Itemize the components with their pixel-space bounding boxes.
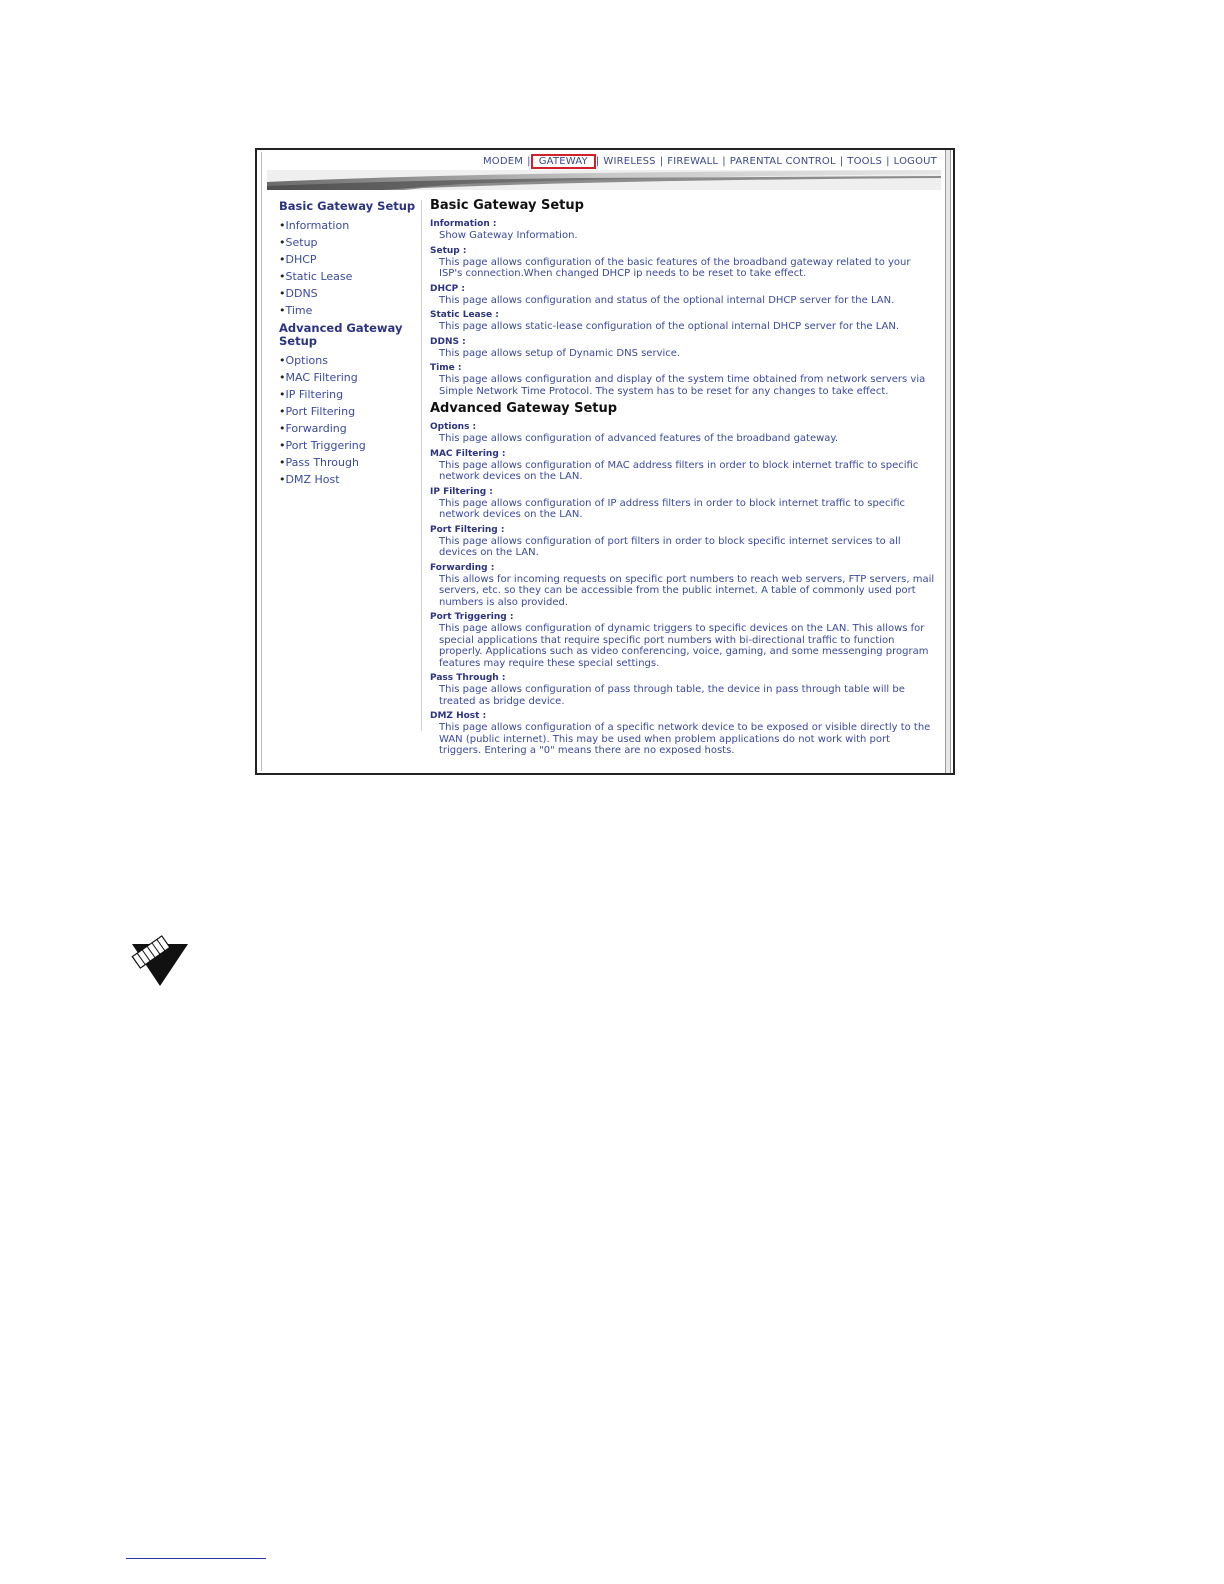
entry-label: Static Lease : (430, 310, 499, 320)
sidebar-item-ip-filtering[interactable] (279, 386, 421, 403)
entry-description: This page allows static-lease configuration of the optional internal DHCP server for the LAN. (439, 321, 900, 332)
sidebar-item-label: Options (285, 354, 328, 367)
entry-label: Forwarding : (430, 562, 495, 573)
nav-modem[interactable]: MODEM (482, 156, 524, 167)
entry-label: DMZ Host : (430, 711, 487, 721)
bullet-icon: • (279, 236, 286, 249)
nav-wireless[interactable]: WIRELESS (603, 156, 656, 167)
sidebar-heading-basic: Basic Gateway Setup (279, 199, 416, 213)
entry-description: This allows for incoming requests on specific port numbers to reach web servers, FTP servers, mail servers, etc. so they can be accessible from the public internet. A table of commonly used port numbers is also provided. (439, 573, 935, 608)
sidebar-item-label: Forwarding (285, 422, 347, 435)
nav-separator: | (595, 156, 600, 167)
content-entry (430, 422, 935, 445)
advanced-entries (430, 422, 935, 757)
bullet-icon: • (279, 439, 286, 452)
banner-swoosh-graphic (267, 170, 941, 190)
bullet-icon: • (279, 405, 286, 418)
bullet-icon: • (279, 304, 286, 317)
entry-label: Options : (430, 422, 477, 432)
sidebar-item-label: DDNS (285, 287, 318, 300)
sidebar-item-label: IP Filtering (285, 388, 344, 401)
entry-description: This page allows setup of Dynamic DNS service. (439, 347, 681, 359)
bullet-icon: • (279, 456, 286, 469)
content-entry (430, 563, 935, 609)
sidebar-item-label: DHCP (285, 253, 317, 266)
advanced-section-title: Advanced Gateway Setup (430, 401, 618, 416)
screenshot-frame (255, 148, 955, 775)
sidebar-item-dhcp[interactable] (279, 251, 421, 268)
main-content (430, 198, 935, 761)
bullet-icon: • (279, 388, 286, 401)
content-entry (430, 337, 935, 360)
entry-label: DDNS : (430, 336, 466, 347)
bullet-icon: • (279, 270, 286, 283)
content-entry (430, 310, 935, 333)
bullet-icon: • (279, 422, 286, 435)
content-entry (430, 673, 935, 707)
entry-description: This page allows configuration and status of the optional internal DHCP server for the LAN. (439, 294, 895, 306)
entry-label: Pass Through : (430, 673, 506, 683)
sidebar-item-label: Static Lease (285, 270, 353, 283)
sidebar-item-label: Pass Through (285, 456, 359, 469)
entry-description: This page allows configuration of advanced features of the broadband gateway. (439, 433, 839, 444)
sidebar-item-label: Time (285, 304, 313, 317)
sidebar-item-information[interactable] (279, 217, 421, 234)
browser-page (261, 152, 947, 771)
content-entry (430, 612, 935, 669)
nav-separator: | (839, 156, 844, 167)
content-entry (430, 487, 935, 521)
sidebar-item-mac-filtering[interactable] (279, 369, 421, 386)
bullet-icon: • (279, 253, 286, 266)
sidebar-heading-advanced: Advanced Gateway Setup (279, 321, 403, 348)
content-entry (430, 711, 935, 757)
entry-description: This page allows configuration of pass through table, the device in pass through table will be treated as bridge device. (439, 684, 905, 707)
nav-tools[interactable]: TOOLS (847, 156, 883, 167)
bullet-icon: • (279, 287, 286, 300)
nav-logout[interactable]: LOGOUT (893, 156, 937, 167)
entry-description: This page allows configuration of IP address filters in order to block internet traffic to specific network devices on the LAN. (439, 497, 906, 520)
entry-description: This page allows configuration of port filters in order to block specific internet services to all devices on the LAN. (439, 535, 901, 558)
sidebar-item-label: MAC Filtering (285, 371, 358, 384)
sidebar-item-label: Information (285, 219, 350, 232)
note-pencil-icon (128, 934, 190, 988)
bullet-icon: • (279, 219, 286, 232)
content-entry (430, 525, 935, 559)
sidebar-item-label: Port Triggering (285, 439, 366, 452)
nav-firewall[interactable]: FIREWALL (667, 156, 719, 167)
header-banner (267, 170, 941, 190)
entry-label: Port Triggering : (430, 612, 514, 622)
sidebar-item-label: DMZ Host (285, 473, 340, 486)
entry-description: This page allows configuration of dynamic triggers to specific devices on the LAN. This allows for special applications that require specific port numbers with bi-directional traffic to function properly. Applications such as video conferencing, voice, gaming, and some messenging program features may require these special settings. (439, 623, 929, 669)
sidebar-item-forwarding[interactable] (279, 420, 421, 437)
sidebar-item-static-lease[interactable] (279, 268, 421, 285)
sidebar-item-label: Setup (285, 236, 318, 249)
nav-separator: | (527, 156, 531, 167)
entry-description: This page allows configuration and display of the system time obtained from network servers via Simple Network Time Protocol. The system has to be reset for any changes to take effect. (439, 374, 926, 397)
entry-label: MAC Filtering : (430, 448, 506, 459)
entry-label: Port Filtering : (430, 524, 505, 535)
top-navigation (479, 154, 941, 170)
sidebar-item-time[interactable] (279, 302, 421, 319)
sidebar-item-dmz-host[interactable] (279, 471, 421, 488)
sidebar-item-options[interactable] (279, 352, 421, 369)
sidebar-item-label: Port Filtering (285, 405, 356, 418)
sidebar-item-pass-through[interactable] (279, 454, 421, 471)
content-entry (430, 363, 935, 397)
nav-gateway[interactable]: GATEWAY (531, 154, 596, 169)
entry-label: Information : (430, 219, 497, 229)
entry-label: DHCP : (430, 283, 465, 294)
sidebar-item-port-triggering[interactable] (279, 437, 421, 454)
bullet-icon: • (279, 473, 286, 486)
sidebar-advanced-list (279, 352, 421, 488)
entry-label: IP Filtering : (430, 486, 493, 497)
entry-label: Setup : (430, 245, 467, 256)
sidebar-item-setup[interactable] (279, 234, 421, 251)
bullet-icon: • (279, 371, 286, 384)
basic-section-title: Basic Gateway Setup (430, 198, 584, 213)
content-entry (430, 284, 935, 307)
entry-label: Time : (430, 363, 462, 373)
content-entry (430, 449, 935, 483)
entry-description: This page allows configuration of a specific network device to be exposed or visible directly to the WAN (public internet). This may be used when problem applications do not work with port triggers. Entering a "0" means there are no exposed hosts. (439, 722, 931, 756)
nav-parental-control[interactable]: PARENTAL CONTROL (729, 156, 836, 167)
nav-separator: | (659, 156, 664, 167)
entry-description: This page allows configuration of MAC address filters in order to block internet traffic to specific network devices on the LAN. (439, 459, 919, 482)
basic-entries (430, 219, 935, 397)
sidebar (279, 200, 422, 731)
bullet-icon: • (279, 354, 286, 367)
footnote-rule (126, 1558, 266, 1559)
content-entry (430, 246, 935, 280)
sidebar-basic-list (279, 217, 421, 319)
nav-separator: | (722, 156, 726, 167)
nav-separator: | (886, 156, 890, 167)
content-entry (430, 219, 935, 242)
entry-description: This page allows configuration of the basic features of the broadband gateway related to your ISP's connection.When changed DHCP ip needs to be reset to take effect. (439, 256, 911, 279)
sidebar-item-ddns[interactable] (279, 285, 421, 302)
sidebar-item-port-filtering[interactable] (279, 403, 421, 420)
scrollbar[interactable] (945, 150, 951, 773)
entry-description: Show Gateway Information. (439, 230, 578, 241)
